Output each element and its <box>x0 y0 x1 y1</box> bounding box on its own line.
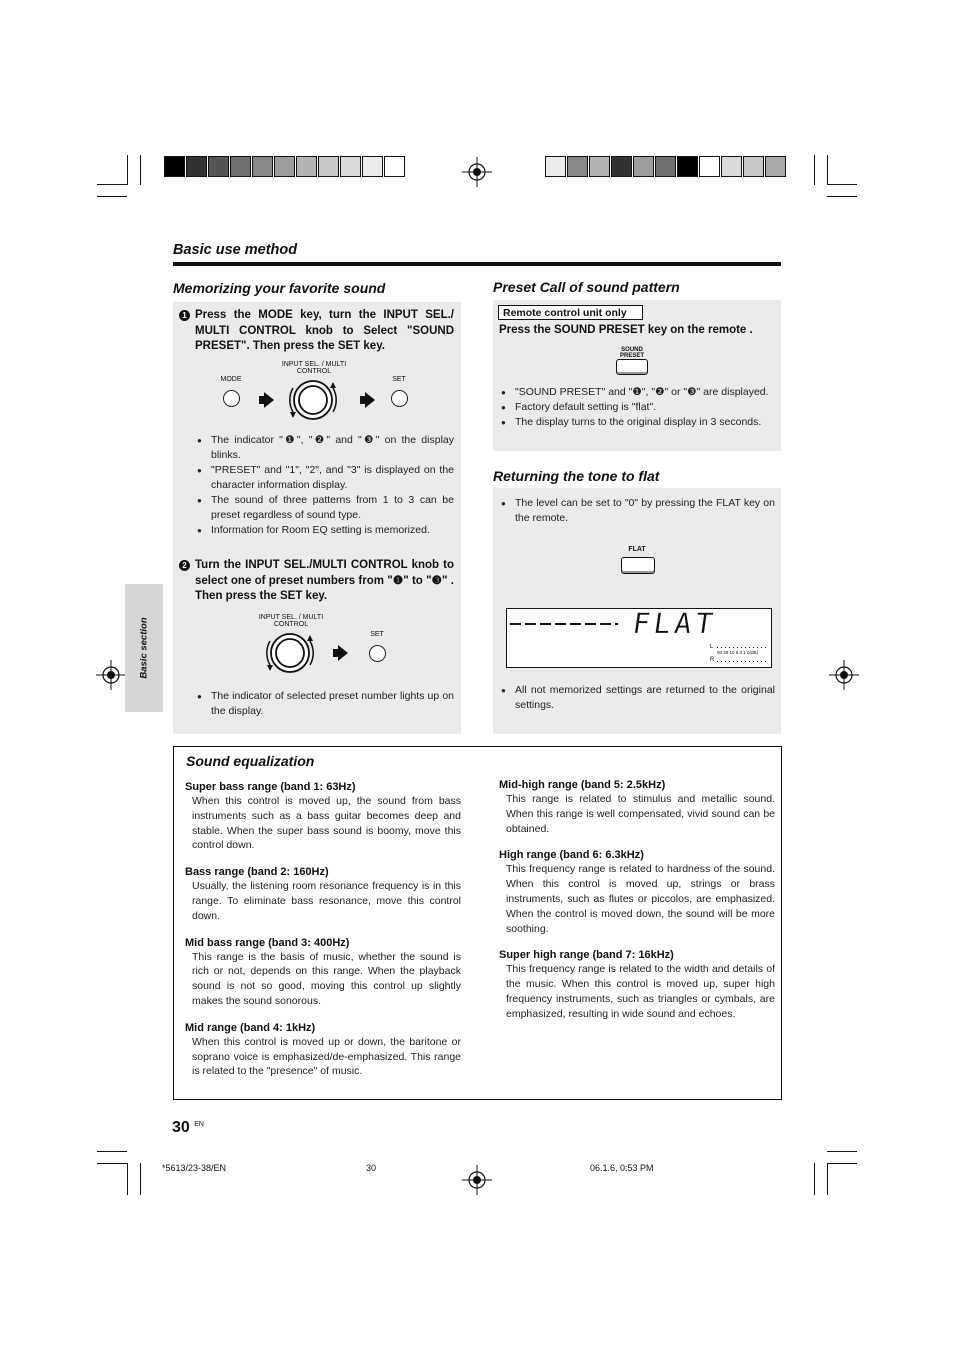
eq-band-body: When this control is moved up, the sound from bass instruments such as a bass guitar becomes deep and stable. When the super bass sound is boomy, move this control down. <box>192 795 461 852</box>
color-swatch <box>384 156 405 177</box>
step-1-number-icon: 1 <box>179 310 190 321</box>
page-number <box>172 1119 204 1137</box>
page-number-value: 30 <box>172 1119 190 1136</box>
mode-button-icon <box>223 390 240 407</box>
bullet-item: ● Information for Room EQ setting is memorized. <box>197 523 454 538</box>
registration-mark-bottom-icon <box>462 1165 492 1195</box>
bullet-item: ● Factory default setting is "flat". <box>501 400 775 415</box>
eq-band-head: Bass range (band 2: 160Hz) <box>185 866 329 879</box>
color-swatch <box>655 156 676 177</box>
color-swatch <box>721 156 742 177</box>
eq-left-column <box>185 781 461 1092</box>
flat-key-label: FLAT <box>628 546 646 553</box>
bullets-1 <box>197 433 454 538</box>
meter-l-dots <box>717 647 769 648</box>
color-swatch <box>318 156 339 177</box>
eq-band-3 <box>185 937 461 1009</box>
color-swatch <box>765 156 786 177</box>
step-2-text: Turn the INPUT SEL./MULTI CONTROL knob to select one of preset numbers from "❶" to "❸" . Then press the SET key. <box>195 559 454 602</box>
bullet-item: ● The sound of three patterns from 1 to 3 can be preset regardless of sound type. <box>197 493 454 523</box>
memorize-title: Memorizing your favorite sound <box>173 280 386 296</box>
color-swatch <box>677 156 698 177</box>
set-button-icon <box>391 390 408 407</box>
knob-icon <box>285 372 341 428</box>
registration-mark-left-icon <box>96 660 126 690</box>
flat-bullet-1 <box>501 496 775 526</box>
eq-band-6 <box>499 849 775 936</box>
eq-band-1 <box>185 781 461 853</box>
color-swatch <box>340 156 361 177</box>
eq-band-2 <box>185 866 461 923</box>
knob-label: INPUT SEL. / MULTI CONTROL <box>258 614 324 628</box>
section-heading: Basic use method <box>173 242 298 258</box>
meter-r-label: R <box>710 657 715 663</box>
step-2-number-icon: 2 <box>179 560 190 571</box>
display-text: FLAT <box>630 607 719 640</box>
sound-preset-key-label: SOUND PRESET <box>619 347 644 359</box>
bullet-item: ● "PRESET" and "1", "2", and "3" is displayed on the character information display. <box>197 463 454 493</box>
arrow-head-icon <box>365 392 375 408</box>
color-swatch <box>567 156 588 177</box>
sidebar-label: Basic section <box>138 617 150 679</box>
eq-band-body: This range is related to stimulus and metallic sound. When this range is well compensated, vivid sound can be obtained. <box>506 793 775 835</box>
color-swatch <box>164 156 185 177</box>
footer-code: *5613/23-38/EN <box>162 1163 227 1173</box>
eq-band-head: Mid-high range (band 5: 2.5kHz) <box>499 779 666 791</box>
bullet-item: ● The indicator "❶", "❷" and "❸" on the display blinks. <box>197 433 454 463</box>
color-swatch <box>589 156 610 177</box>
set-label: SET <box>370 631 384 638</box>
eq-band-head: Mid range (band 4: 1kHz) <box>185 1021 316 1034</box>
color-swatch <box>274 156 295 177</box>
eq-band-head: Super high range (band 7: 16kHz) <box>499 949 674 962</box>
page-language: EN <box>194 1121 204 1128</box>
color-swatch <box>208 156 229 177</box>
eq-band-body: This range is the basis of music, whether the sound is rich or not, depends on this range. When the playback sound is not so good, moving this control up slightly makes the sound sonorous. <box>192 950 461 1007</box>
eq-band-head: High range (band 6: 6.3kHz) <box>499 849 644 862</box>
eq-band-body: This frequency range is related to hardness of the sound. When this control is moved up, strings or brass instruments, such as flutes or piccolos, are emphasized. When the control is moved down, the sound will be more soothing. <box>506 863 775 935</box>
registration-mark-top-icon <box>462 157 492 187</box>
color-swatch <box>611 156 632 177</box>
eq-band-4 <box>185 1022 461 1079</box>
mode-label: MODE <box>220 376 242 383</box>
bullets-2 <box>197 689 454 719</box>
registration-mark-right-icon <box>829 660 859 690</box>
set-label: SET <box>392 376 406 383</box>
color-swatch <box>743 156 764 177</box>
color-swatch <box>545 156 566 177</box>
eq-title: Sound equalization <box>186 753 315 769</box>
display-segment-dashes <box>510 623 618 625</box>
preset-bullets <box>501 385 775 430</box>
color-swatch <box>230 156 251 177</box>
step-1 <box>179 308 454 355</box>
color-swatch <box>186 156 207 177</box>
arrow-head-icon <box>264 392 274 408</box>
footer-date: 06.1.6, 0:53 PM <box>590 1163 654 1173</box>
eq-band-head: Super bass range (band 1: 63Hz) <box>185 781 356 793</box>
eq-right-column <box>499 779 775 1035</box>
knob-icon <box>262 625 318 681</box>
eq-band-body: Usually, the listening room resonance frequency is in this range. To eliminate bass resonance, move this control down. <box>192 880 461 922</box>
step-2 <box>179 558 454 605</box>
bullet-item: ● The display turns to the original display in 3 seconds. <box>501 415 775 430</box>
meter-r-dots <box>717 661 769 662</box>
color-swatch <box>362 156 383 177</box>
bullet-item: ● All not memorized settings are returned to the original settings. <box>501 683 775 713</box>
eq-band-body: This frequency range is related to the width and details of the music. When this control is moved up, super high frequency instruments, such as triangles or cymbals, are emphasized, resulting in wide sound and echoes. <box>506 963 775 1020</box>
flat-key-icon <box>621 557 655 574</box>
preset-instruction: Press the SOUND PRESET key on the remote . <box>499 324 753 336</box>
eq-band-7 <box>499 949 775 1021</box>
footer-center: 30 <box>366 1163 377 1173</box>
set-button-icon <box>369 645 386 662</box>
bullet-item: ● "SOUND PRESET" and "❶", "❷" or "❸" are displayed. <box>501 385 775 400</box>
color-swatch <box>252 156 273 177</box>
color-swatch <box>699 156 720 177</box>
arrow-head-icon <box>338 645 348 661</box>
bullet-item: ● The level can be set to "0" by pressing the FLAT key on the remote. <box>501 496 775 526</box>
color-swatch <box>633 156 654 177</box>
sound-preset-key-icon <box>616 359 648 375</box>
eq-band-body: When this control is moved up or down, the baritone or soprano voice is emphasized/de-emphasized. This range is related to the "presence" of music. <box>192 1035 461 1078</box>
bullet-item: ● The indicator of selected preset number lights up on the display. <box>197 689 454 719</box>
flat-bullet-2 <box>501 683 775 713</box>
flat-title: Returning the tone to flat <box>493 468 660 484</box>
preset-call-title: Preset Call of sound pattern <box>493 279 680 295</box>
eq-band-5 <box>499 779 775 836</box>
meter-l-label: L <box>710 644 714 650</box>
step-1-text: Press the MODE key, turn the INPUT SEL./ MULTI CONTROL knob to Select "SOUND PRESET". Then press the SET key. <box>195 309 454 352</box>
display-panel <box>506 608 772 668</box>
heading-rule <box>173 262 781 266</box>
meter-scale: 00 30 10 6 3 1 0(dB) <box>717 650 759 655</box>
color-swatch <box>296 156 317 177</box>
eq-band-head: Mid bass range (band 3: 400Hz) <box>185 936 350 949</box>
knob-label: INPUT SEL. / MULTI CONTROL <box>281 361 347 375</box>
remote-only-badge: Remote control unit only <box>498 305 643 320</box>
